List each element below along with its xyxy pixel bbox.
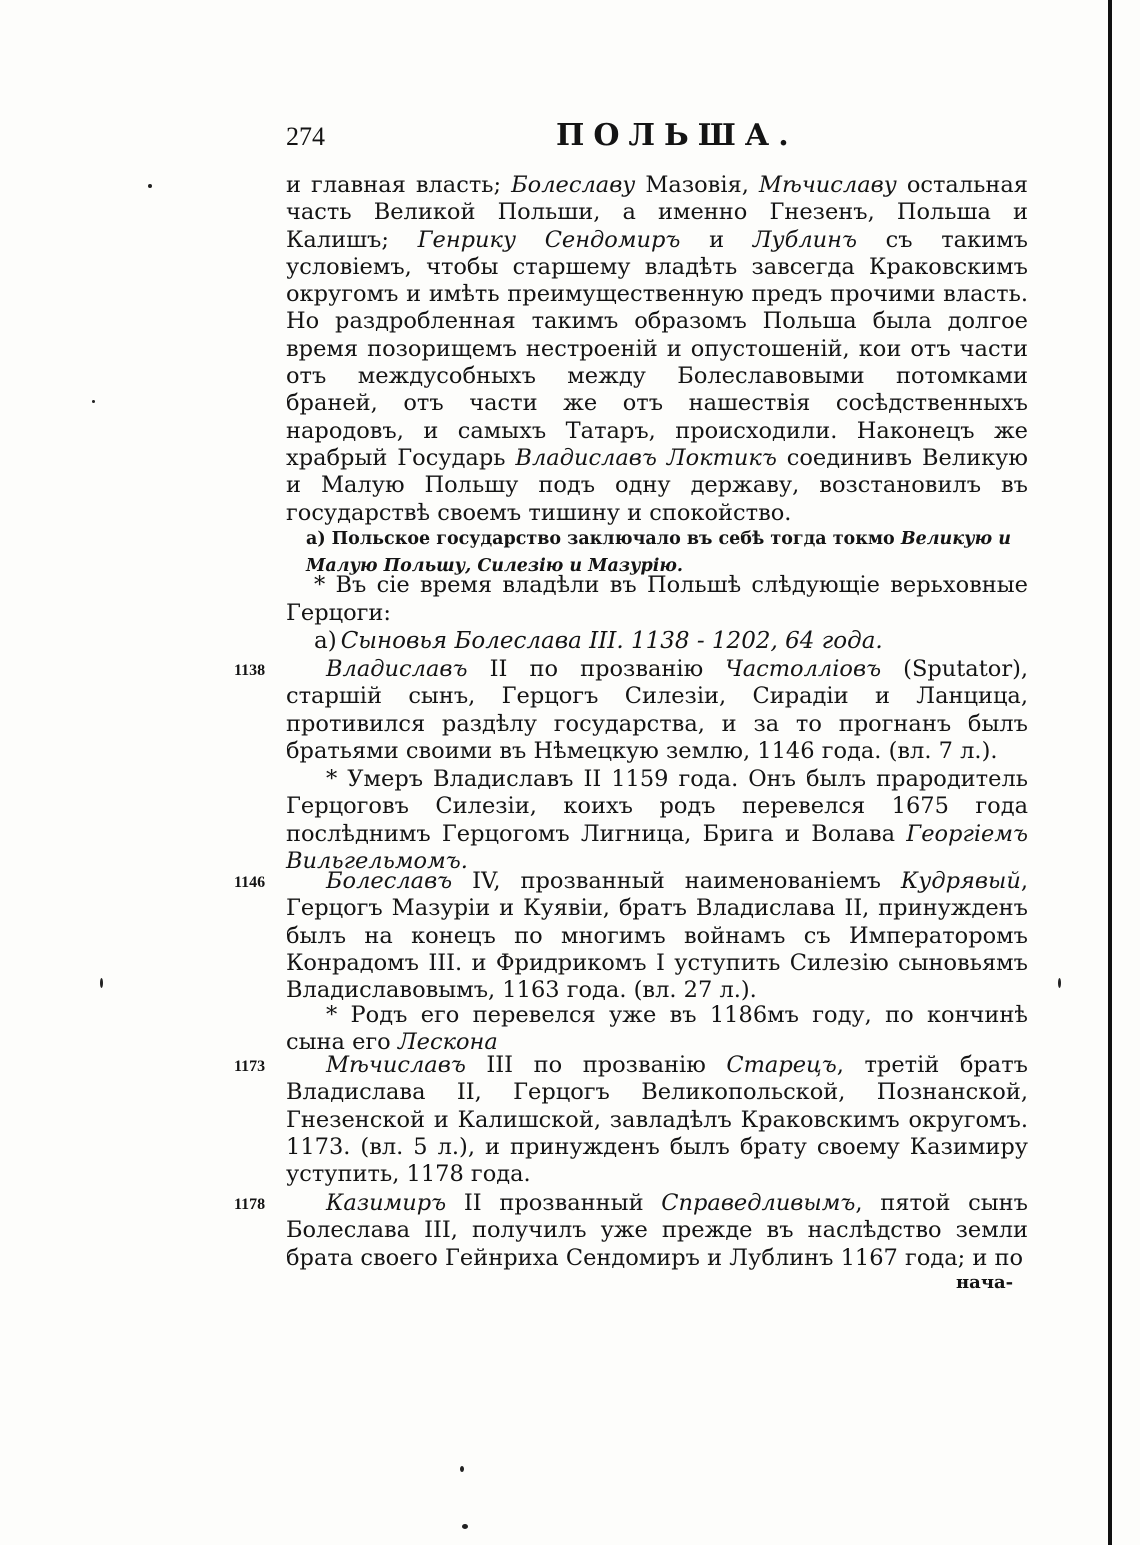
scan-speck	[148, 184, 152, 188]
margin-year: 1173	[234, 1058, 266, 1075]
italic-run: Кудрявый	[900, 868, 1021, 894]
entry-1173	[286, 1052, 1028, 1188]
ruler-name: Болеславъ	[326, 868, 453, 894]
italic-run: Георгіемъ Вильгельмомъ.	[286, 820, 1028, 874]
italic-run: Владиславъ Локтикъ	[515, 444, 777, 471]
text-run: , пятой сынъ Болеслава III, получилъ уже прежде въ наслѣдство земли брата своего Гейнриха Сендомиръ и Лублинъ 1167 года; и по	[286, 1190, 1028, 1271]
text-run: , Герцогъ Мазуріи и Куявіи, братъ Владислава II, принужденъ былъ на конецъ по многимъ войнамъ съ Императоромъ Конрадомъ III. и Фридрикомъ I уступить Силезію сыновьямъ Владиславовымъ, 1163 года. (вл. 27 л.).	[286, 868, 1028, 1004]
star-note-intro: * Въ сіе время владѣли въ Польшѣ слѣдующіе верьховные Герцоги:	[286, 572, 1028, 626]
entry-1178	[286, 1190, 1028, 1272]
italic-run: Генрику Сендомиръ	[417, 226, 681, 253]
text-run: и главная власть;	[286, 172, 512, 198]
page-edge-line	[1108, 0, 1112, 1545]
margin-year: 1178	[234, 1196, 266, 1213]
italic-run: Болеславу	[511, 172, 636, 198]
italic-run: Старецъ	[726, 1052, 837, 1078]
section-subheading	[314, 628, 883, 654]
italic-run: Лескона	[397, 1029, 498, 1056]
ruler-name: Казимиръ	[326, 1190, 447, 1216]
entry-1138	[286, 656, 1028, 765]
ruler-name: Мѣчиславъ	[326, 1052, 466, 1078]
star-note-1146	[286, 1002, 1028, 1057]
subheading-text: Сыновья Болеслава III. 1138 - 1202, 64 года.	[340, 628, 883, 654]
text-run: IV, прозванный наименованіемъ	[452, 868, 901, 894]
page-number: 274	[286, 122, 325, 151]
margin-year: 1138	[234, 662, 266, 679]
entry-1146	[286, 868, 1028, 1004]
catchword: нача-	[956, 1272, 1014, 1293]
italic-run: Справедливымъ	[661, 1190, 856, 1216]
text-run: остальная часть Великой Польши, а именно Гнезенъ, Польша и Калишъ;	[286, 172, 1028, 253]
subheading-label: а)	[314, 628, 337, 654]
paragraph-main	[286, 172, 1028, 527]
scan-speck	[460, 1466, 464, 1472]
footnote-label: а)	[306, 529, 326, 549]
text-run: * Умеръ Владиславъ II 1159 года. Онъ былъ прародитель Герцоговъ Силезіи, коихъ родъ перевелся 1675 года послѣднимъ Герцогомъ Лигница, Брига и Волава	[286, 766, 1028, 847]
footnote-text: Польское государство заключало въ себѣ тогда токмо	[331, 529, 901, 549]
text-run: Мазовія,	[635, 172, 759, 198]
text-run: II прозванный	[446, 1190, 662, 1216]
ruler-name: Владиславъ	[326, 656, 468, 682]
italic-run: Мѣчиславу	[758, 172, 897, 198]
italic-run: Частолліовъ	[725, 656, 882, 682]
scan-speck	[462, 1524, 468, 1529]
page-header	[286, 118, 1006, 158]
scan-speck	[100, 978, 103, 988]
scan-speck	[1058, 978, 1061, 988]
italic-run: Лублинъ	[752, 226, 857, 253]
text-run: * Родъ его перевелся уже въ 1186мъ году, по кончинѣ сына его	[286, 1002, 1028, 1056]
text-run: съ такимъ условіемъ, чтобы старшему владѣть завсегда Краковскимъ округомъ и имѣть преимущественную предъ прочими власть. Но раздробленная такимъ образомъ Польша была долгое время позорищемъ нестроеній и опустошеній, кои отъ части отъ междусобныхъ между Болеславовыми потомками браней, отъ части же отъ нашествія сосѣдственныхъ народовъ, и самыхъ Татаръ, происходили. Наконецъ же храбрый Государь	[286, 226, 1028, 471]
text-run: III по прозванію	[465, 1052, 727, 1078]
text-run: (Sputator), старшій сынъ, Герцогъ Силезіи, Сирадіи и Ланцица, противился раздѣлу государства, и за то прогнанъ былъ братьями своими въ Нѣмецкую землю, 1146 года. (вл. 7 л.).	[286, 656, 1028, 764]
scan-speck	[92, 400, 95, 403]
margin-year: 1146	[234, 874, 266, 891]
footnote-italic: Великую и Малую Польшу, Силезію и Мазурію.	[306, 529, 1011, 576]
text-run: II по прозванію	[467, 656, 726, 682]
text-run: , третій братъ Владислава II, Герцогъ Великопольской, Познанской, Гнезенской и Калишской, завладѣлъ Краковскимъ округомъ. 1173. (вл. 5 л.), и принужденъ былъ брату своему Казимиру уступить, 1178 года.	[286, 1052, 1028, 1188]
star-note-1138	[286, 766, 1028, 875]
running-title: ПОЛЬША.	[556, 118, 798, 153]
text-run: и	[680, 226, 753, 253]
text-run: соединивъ Великую и Малую Польшу подъ одну державу, возстановилъ въ государствѣ своемъ тишину и спокойство.	[286, 444, 1028, 526]
